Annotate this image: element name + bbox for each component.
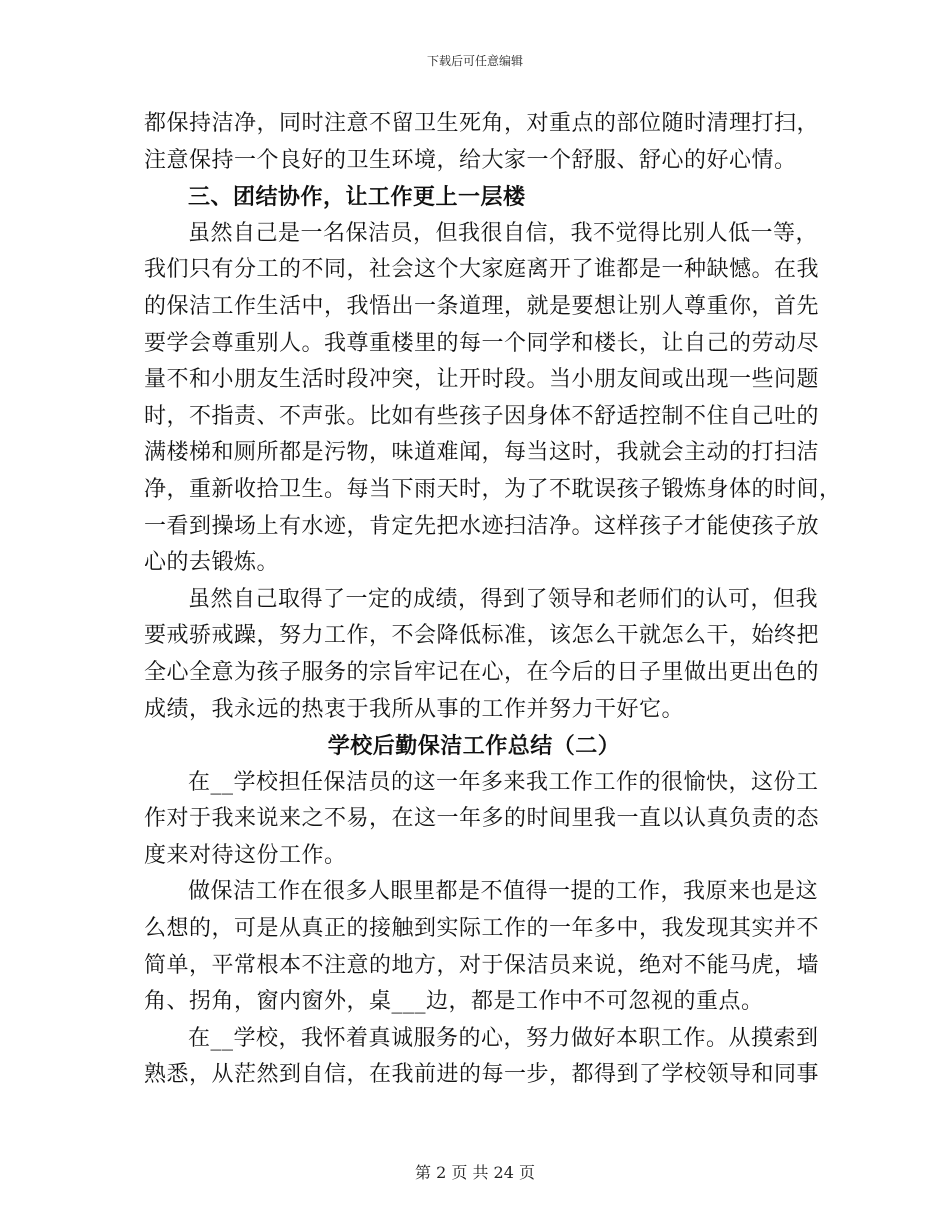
paragraph-line: 满楼梯和厕所都是污物，味道难闻，每当这时，我就会主动的打扫洁 xyxy=(144,440,820,466)
paragraph-line: 在__学校，我怀着真诚服务的心，努力做好本职工作。从摸索到 xyxy=(188,1025,819,1051)
paragraph-line: 角、拐角，窗内窗外，桌___边，都是工作中不可忽视的重点。 xyxy=(144,989,764,1015)
paragraph-line: 虽然自己取得了一定的成绩，得到了领导和老师们的认可，但我 xyxy=(188,586,819,612)
paragraph-line: 量不和小朋友生活时段冲突，让开时段。当小朋友间或出现一些问题 xyxy=(144,367,820,393)
paragraph-line: 虽然自己是一名保洁员，但我很自信，我不觉得比别人低一等， xyxy=(188,220,819,246)
paragraph-line: 时，不指责、不声张。比如有些孩子因身体不舒适控制不住自己吐的 xyxy=(144,403,820,429)
paragraph-line: 全心全意为孩子服务的宗旨牢记在心，在今后的日子里做出更出色的 xyxy=(144,659,820,685)
document-body xyxy=(144,106,842,1094)
page-header-note: 下载后可任意编辑 xyxy=(426,54,523,68)
paragraph-line: 度来对待这份工作。 xyxy=(144,842,347,868)
paragraph-line: 净，重新收拾卫生。每当下雨天时，为了不耽误孩子锻炼身体的时间， xyxy=(144,476,842,502)
paragraph-line: 我们只有分工的不同，社会这个大家庭离开了谁都是一种缺憾。在我 xyxy=(144,257,820,283)
paragraph-line: 一看到操场上有水迹，肯定先把水迹扫洁净。这样孩子才能使孩子放 xyxy=(144,513,820,539)
document-title: 学校后勤保洁工作总结（二） xyxy=(327,733,621,760)
paragraph-line: 要戒骄戒躁，努力工作，不会降低标准，该怎么干就怎么干，始终把 xyxy=(144,623,820,649)
paragraph-line: 注意保持一个良好的卫生环境，给大家一个舒服、舒心的好心情。 xyxy=(144,147,797,173)
paragraph-line: 心的去锻炼。 xyxy=(144,550,280,576)
paragraph-line: 熟悉，从茫然到自信，在我前进的每一步，都得到了学校领导和同事 xyxy=(144,1062,820,1088)
section-heading: 三、团结协作，让工作更上一层楼 xyxy=(188,184,526,211)
paragraph-line: 简单，平常根本不注意的地方，对于保洁员来说，绝对不能马虎，墙 xyxy=(144,952,820,978)
paragraph-line: 要学会尊重别人。我尊重楼里的每一个同学和楼长，让自己的劳动尽 xyxy=(144,330,820,356)
paragraph-line: 成绩，我永远的热衷于我所从事的工作并努力干好它。 xyxy=(144,696,685,722)
paragraph-line: 做保洁工作在很多人眼里都是不值得一提的工作，我原来也是这 xyxy=(188,879,819,905)
paragraph-line: 作对于我来说来之不易，在这一年多的时间里我一直以认真负责的态 xyxy=(144,806,820,832)
paragraph-line: 在__学校担任保洁员的这一年多来我工作工作的很愉快，这份工 xyxy=(188,769,819,795)
paragraph-line: 的保洁工作生活中，我悟出一条道理，就是要想让别人尊重你，首先 xyxy=(144,293,820,319)
paragraph-line: 都保持洁净，同时注意不留卫生死角，对重点的部位随时清理打扫， xyxy=(144,111,820,136)
page-number-footer: 第 2 页 共 24 页 xyxy=(415,1163,535,1182)
paragraph-line: 么想的，可是从真正的接触到实际工作的一年多中，我发现其实并不 xyxy=(144,916,820,942)
